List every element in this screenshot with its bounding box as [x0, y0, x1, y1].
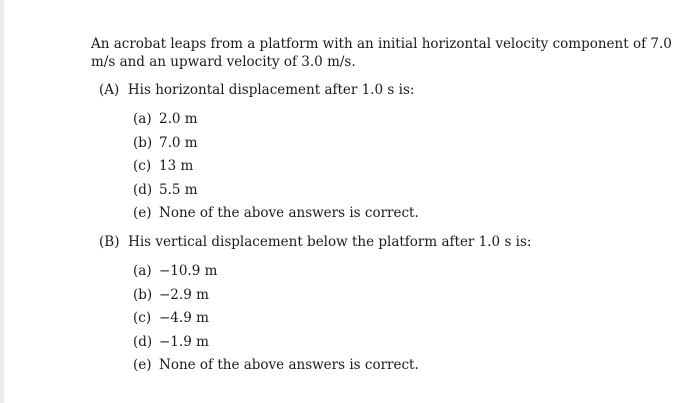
option-b-a [133, 262, 419, 286]
option-a-c [133, 157, 419, 181]
question-b-text: His vertical displacement below the platform after 1.0 s is: [128, 234, 532, 250]
page-left-edge [0, 0, 4, 403]
option-text: 7.0 m [159, 134, 198, 151]
option-b-b [133, 286, 419, 310]
question-a-label: (A) [99, 82, 120, 98]
option-label: (d) [133, 333, 153, 350]
question-b [99, 233, 531, 251]
option-label: (a) [133, 263, 152, 279]
question-a-text: His horizontal displacement after 1.0 s is: [127, 82, 415, 98]
question-b-label: (B) [99, 234, 120, 250]
question-a-options [133, 110, 419, 228]
option-label: (e) [133, 205, 152, 222]
option-text: 13 m [159, 158, 194, 175]
option-text: 2.0 m [159, 111, 198, 127]
option-a-d [133, 181, 419, 205]
option-b-c [133, 309, 419, 333]
option-b-d [133, 333, 419, 357]
option-a-a [133, 110, 419, 134]
option-b-e [133, 356, 419, 380]
option-text: −4.9 m [159, 310, 209, 327]
option-label: (d) [133, 181, 153, 198]
option-a-b [133, 134, 419, 158]
option-text: None of the above answers is correct. [159, 357, 419, 374]
option-label: (c) [133, 158, 152, 175]
option-text: −2.9 m [159, 286, 209, 303]
question-a [99, 81, 414, 99]
option-text: −1.9 m [159, 333, 209, 350]
option-label: (b) [133, 134, 153, 151]
option-label: (a) [133, 111, 152, 127]
problem-statement: An acrobat leaps from a platform with an initial horizontal velocity component of 7.0 m/s and an upward velocity of 3.0 m/s. [91, 36, 672, 70]
option-label: (c) [133, 310, 152, 327]
question-b-options [133, 262, 419, 380]
option-label: (e) [133, 357, 152, 374]
option-label: (b) [133, 286, 153, 303]
option-text: None of the above answers is correct. [159, 205, 419, 222]
option-text: 5.5 m [159, 181, 198, 198]
option-text: −10.9 m [159, 263, 218, 279]
option-a-e [133, 204, 419, 228]
